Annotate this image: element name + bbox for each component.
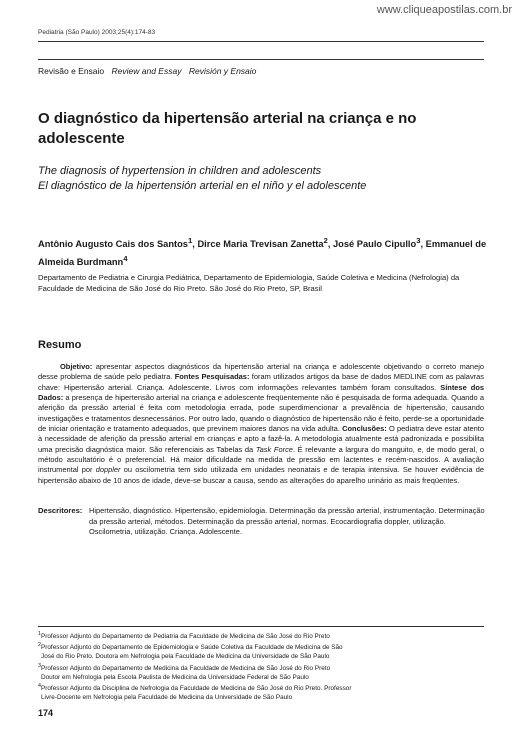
abstract-heading: Resumo [38, 339, 82, 351]
article-title: O diagnóstico da hipertensão arterial na criança e no adolescente [38, 110, 417, 147]
subtitle-english: The diagnosis of hypertension in children and adolescents [38, 165, 322, 177]
footnote-marker: 3 [38, 662, 41, 669]
footnote-marker: 2 [38, 642, 41, 649]
section-pt: Revisão e Ensaio [38, 66, 105, 76]
author-superscript: 4 [123, 253, 128, 263]
sintese-label: Síntese dos Dados: [38, 382, 484, 403]
footnote: $^3$Professor Adjunto do Departamento de Medicina da Faculdade de Medicina de São José do Rio Preto [38, 662, 331, 672]
watermark: www.cliqueapostilas.com.br [376, 4, 512, 16]
author-name: Antônio Augusto Cais dos Santos [38, 239, 188, 250]
conclusoes-label: Conclusões: [342, 424, 387, 434]
author-name: Emmanuel de Almeida Burdmann [38, 239, 487, 267]
footnote: $^1$Professor Adjunto do Departamento de Pediatria da Faculdade de Medicina de São José do Rio Preto [38, 631, 330, 641]
author-name: Dirce Maria Trevisan Zanetta [197, 239, 324, 250]
author-superscript: 3 [416, 236, 421, 245]
doppler-term: doppler [95, 465, 121, 475]
objetivo-text: apresentar aspectos diagnósticos da hipertensão arterial na criança e adolescente objetivando o correto manejo desse problema de saúde pelo pediatra. [38, 362, 484, 382]
author-superscript: 2 [323, 236, 328, 245]
footnote-marker: 4 [38, 682, 41, 689]
journal-reference: Pediatria (São Paulo) 2003;25(4):174-83 [38, 29, 156, 36]
footnote: $^2$Professor Adjunto do Departamento de Epidemiologia e Saúde Coletiva da Faculdade de Medicina de São [38, 642, 343, 652]
author-superscript: 1 [187, 236, 193, 245]
subtitle-spanish: El diagnóstico de la hipertensión arterial en el niño y el adolescente [38, 180, 367, 192]
fontes-text: foram utilizados artigos da base de dados MEDLINE com as palavras chave: Hipertensão arterial. Criança. Adolescente. Livros com informações relevantes também foram consultados. [38, 372, 484, 392]
sintese-text: a presença de hipertensão arterial na criança e adolescente freqüentemente não é pesquisada de forma adequada. Quando a aferição da pressão arterial é feita com metodologia errada, pode superdimencionar a prevalência de hipertensão, causando investigações e tratamentos desnecessários. Por outro lado, quando o diagnóstico de hipertensão não é feito, perde-se a oportunidade de iniciar orientação e tratamento adequados, que previnem maiores danos na vida adulta. [38, 393, 484, 434]
author-list: Antônio Augusto Cais dos Santos$^1$, Dirce Maria Trevisan Zanetta$^2$, José Paulo Cipullo$^3$, Emmanuel de Almeida Burdmann$^4$ [38, 236, 487, 267]
task-force-term: Task Force [255, 444, 293, 454]
conclusoes-text-b: . É relevante a largura do manguito, e, de modo geral, o método ascultatório é o preferencial. Há maior dificuldade na medida de pressão em lactentes e recém-nascidos. A avaliação instrumental por [38, 444, 484, 475]
section-rule [38, 59, 484, 60]
conclusoes-text-c: ou oscilometria tem sido utilizada em unidades neonatais e de terapia intensiva. Se houver evidência de hipertensão abaixo de 10 anos de idade, deve-se buscar a causa, sendo as alterações do aparelho urinário as mais freqüentes. [38, 465, 484, 485]
article-section-line [38, 66, 261, 76]
header-rule [38, 41, 484, 42]
section-en: Review and Essay [111, 66, 182, 76]
descriptors-text: Hipertensão, diagnóstico. Hipertensão, epidemiologia. Determinação da pressão arterial, instrumentação. Determinação da pressão arterial, métodos. Determinação da pressão arterial, normas. Ecocardiografia doppler, utilização. Oscilometria, utilização. Criança. Adolescente. [89, 506, 485, 536]
footnote: $^4$Professor Adjunto da Disciplina de Nefrologia da Faculdade de Medicina de São José do Rio Preto. Professor [38, 682, 352, 692]
footnote-continuation: José do Rio Preto. Doutora em Nefrologia pela Faculdade de Medicina da Universidade de São Paulo [41, 653, 330, 661]
footnote-continuation: Doutor em Nefrologia pela Escola Paulista de Medicina da Universidade Federal de São Paulo [41, 673, 309, 681]
author-name: José Paulo Cipullo [333, 239, 417, 250]
footnote-continuation: Livre-Docente em Nefrologia pela Faculdade de Medicina da Universidade de São Paulo [41, 694, 293, 702]
page-number: 174 [38, 708, 54, 718]
conclusoes-text-a: O pediatra deve estar atento à necessidade de aferição da pressão arterial em crianças e apto a fazê-la. A metodologia atualmente está padronizada e possibilita uma precisão diagnóstica maior. São referenciais as Tabelas da [38, 424, 484, 454]
affiliation: Departamento de Pediatria e Cirurgia Pediátrica, Departamento de Epidemiologia, Saúde Coletiva e Medicina (Nefrologia) da Faculdade de Medicina de São José do Rio Preto. São José do Rio Preto, SP, Brasil [38, 273, 460, 293]
section-es: Revisión y Ensaio [188, 66, 257, 76]
footnote-marker: 1 [38, 631, 41, 637]
fontes-label: Fontes Pesquisadas: [174, 372, 250, 382]
descriptors-label: Descritores: [38, 506, 83, 515]
abstract-body [38, 362, 484, 486]
footnote-rule [38, 626, 484, 627]
footnotes [38, 630, 488, 702]
objetivo-label: Objetivo: [60, 362, 93, 371]
